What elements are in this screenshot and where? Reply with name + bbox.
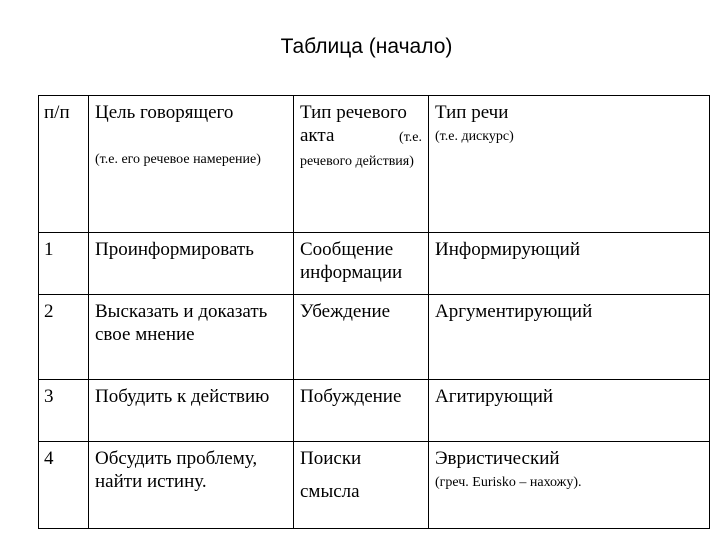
header-act-label: Тип речевого	[300, 102, 407, 123]
header-type-label: Тип речи	[435, 102, 509, 123]
row-type: Информирующий	[429, 233, 710, 295]
table-row	[39, 442, 710, 529]
row-act	[294, 442, 429, 529]
header-act-paren: (т.е.	[399, 130, 422, 145]
page-title: Таблица (начало)	[280, 35, 453, 58]
row-num: 3	[39, 380, 89, 442]
discourse-table	[38, 95, 710, 529]
row-act: Побуждение	[294, 380, 429, 442]
header-cell-act	[294, 96, 429, 233]
header-act-note: речевого действия)	[300, 154, 414, 169]
row-act-line1: Поиски	[300, 448, 362, 469]
header-act-word: акта	[300, 125, 335, 146]
row-type: Агитирующий	[429, 380, 710, 442]
row-goal: Проинформировать	[89, 233, 294, 295]
row-goal: Побудить к действию	[89, 380, 294, 442]
row-type-label: Эвристический	[435, 448, 560, 469]
table-row	[39, 380, 710, 442]
row-num: 2	[39, 295, 89, 380]
header-goal-label: Цель говорящего	[95, 102, 234, 123]
header-act-line2	[300, 124, 422, 149]
row-goal: Обсудить проблему, найти истину.	[89, 442, 294, 529]
row-act-line2: смысла	[300, 481, 360, 502]
header-num-label: п/п	[44, 102, 70, 123]
row-act: Убеждение	[294, 295, 429, 380]
row-num: 1	[39, 233, 89, 295]
header-cell-goal	[89, 96, 294, 233]
table-row	[39, 295, 710, 380]
header-type-note: (т.е. дискурс)	[435, 129, 514, 144]
row-act: Сообщение информации	[294, 233, 429, 295]
row-type	[429, 442, 710, 529]
row-type: Аргументирующий	[429, 295, 710, 380]
row-num: 4	[39, 442, 89, 529]
row-goal: Высказать и доказать свое мнение	[89, 295, 294, 380]
row-type-note: (греч. Eurisko – нахожу).	[435, 475, 582, 490]
table-row	[39, 233, 710, 295]
header-goal-note: (т.е. его речевое намерение)	[95, 152, 261, 167]
header-cell-num	[39, 96, 89, 233]
header-cell-type	[429, 96, 710, 233]
table-header-row	[39, 96, 710, 233]
